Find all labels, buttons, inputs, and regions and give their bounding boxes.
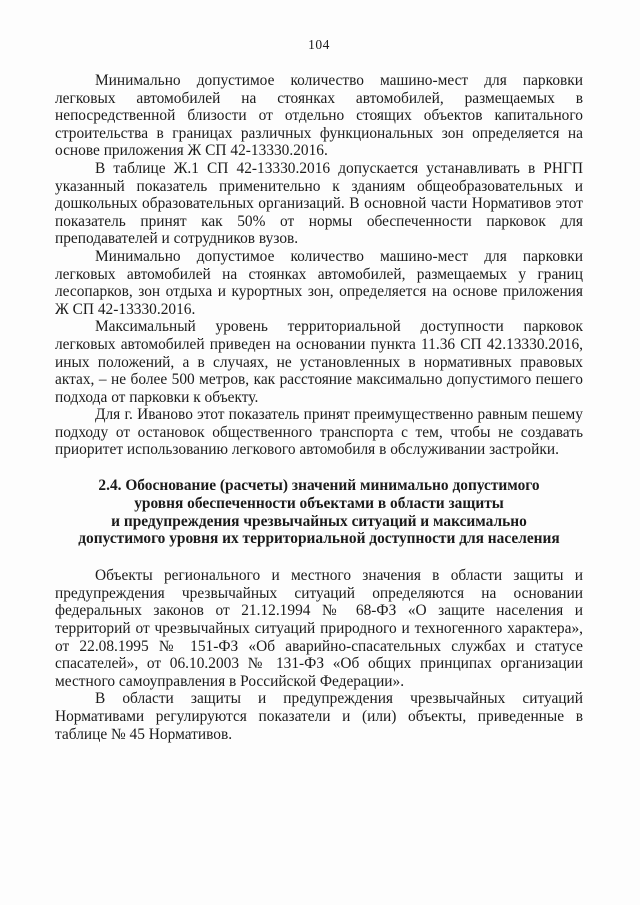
page-number: 104 bbox=[308, 37, 330, 52]
document-body bbox=[55, 72, 583, 743]
paragraph: Минимально допустимое количество машино-мест для парковки легковых автомобилей на стоянках автомобилей, размещаемых у границ лесопарков, зон отдыха и курортных зон, определяется на основе приложения Ж СП 42-13330.2016. bbox=[55, 247, 583, 318]
paragraph: В таблице Ж.1 СП 42-13330.2016 допускается устанавливать в РНГП указанный показатель применительно к зданиям общеобразовательных и дошкольных образовательных организаций. В основной части Нормативов этот показатель принят как 50% от нормы обеспеченности парковок для преподавателей и сотрудников вузов. bbox=[55, 159, 583, 248]
heading-line: допустимого уровня их территориальной доступности для населения bbox=[78, 530, 560, 548]
heading-line: и предупреждения чрезвычайных ситуаций и максимально bbox=[111, 512, 527, 530]
paragraph: Максимальный уровень территориальной доступности парковок легковых автомобилей приведен на основании пункта 11.36 СП 42.13330.2016, иных положений, а в случаях, не установленных в нормативных правовых актах, – не более 500 метров, как расстояние максимально допустимого пешего подхода от парковки к объекту. bbox=[55, 318, 583, 406]
paragraph: Объекты регионального и местного значения в области защиты и предупреждения чрезвычайных ситуаций определяются на основании федеральных законов от 21.12.1994 № 68-ФЗ «О защите населения и территорий от чрезвычайных ситуаций природного и техногенного характера», от 22.08.1995 № 151-ФЗ «Об аварийно-спасательных службах и статусе спасателей», от 06.10.2003 № 131-ФЗ «Об общих принципах организации местного самоуправления в Российской Федерации». bbox=[55, 567, 583, 690]
paragraph: В области защиты и предупреждения чрезвычайных ситуаций Нормативами регулируются показатели и (или) объекты, приведенные в таблице № 45 Нормативов. bbox=[55, 690, 583, 743]
heading-line: 2.4. Обоснование (расчеты) значений минимально допустимого bbox=[98, 477, 540, 495]
paragraph: Минимально допустимое количество машино-мест для парковки легковых автомобилей на стоянках автомобилей, размещаемых в непосредственной близости от отдельно стоящих объектов капитального строительства в границах различных функциональных зон определяется на основе приложения Ж СП 42-13330.2016. bbox=[55, 72, 583, 160]
paragraph: Для г. Иваново этот показатель принят преимущественно равным пешему подходу от остановок общественного транспорта с тем, чтобы не создавать приоритет использованию легкового автомобиля в обслуживании застройки. bbox=[55, 406, 583, 459]
section-heading bbox=[55, 477, 583, 548]
heading-line: уровня обеспеченности объектами в области защиты bbox=[134, 494, 504, 512]
